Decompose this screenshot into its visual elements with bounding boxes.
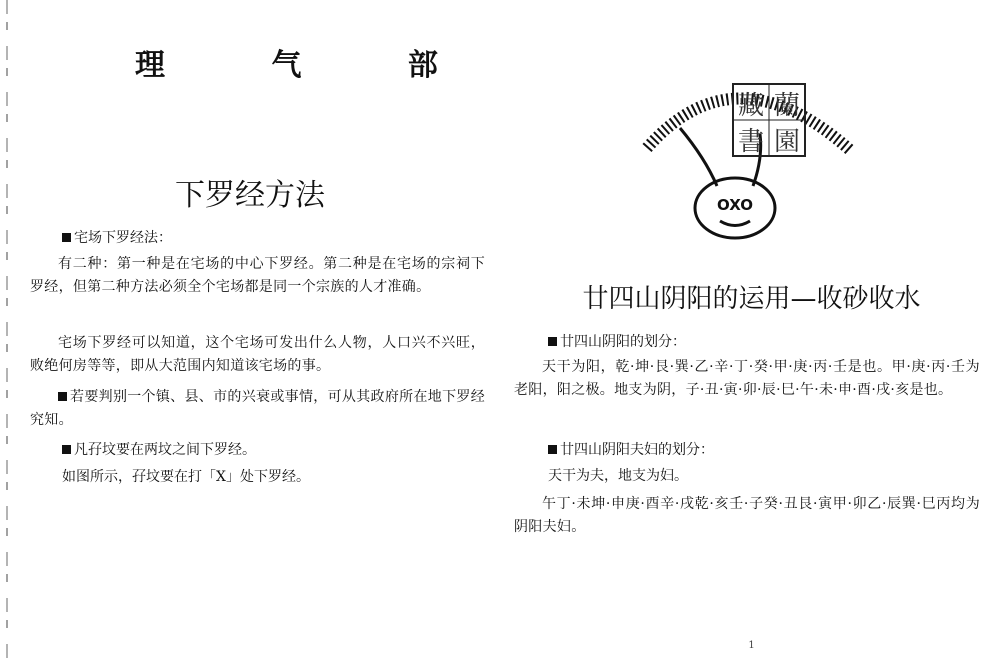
page-number: 1 [748,640,755,651]
face-text: OXO [717,196,753,214]
paragraph-husband-wife-def: 天干为夫，地支为妇。 [548,468,688,484]
paragraph-two-methods: 有二种：第一种是在宅场的中心下罗经。第二种是在宅场的宗祠下罗经，但第二种方法必须全个宅场都是同一个宗族的人才准确。 [30,256,485,295]
binding-edge [6,0,8,660]
chapter-title: 廿四山阴阳的运用—收砂收水 [582,284,921,314]
square-bullet-icon [548,337,557,346]
heading-husband-wife [548,440,714,460]
stamp-char: 書 [737,127,765,157]
square-bullet-icon [548,445,557,454]
paragraph-what-compass-reveals: 宅场下罗经可以知道，这个宅场可发出什么人物，人口兴不兴旺，败绝何房等等，即从大范围内知道该宅场的事。 [30,335,485,374]
paragraph-town-county [30,386,485,432]
library-seal-emblem [635,58,860,248]
square-bullet-icon [62,233,71,242]
paragraph-figure-note: 如图所示，孖坟要在打「X」处下罗经。 [62,469,310,485]
heading-yin-yang-division [548,332,686,352]
chapter-title: 下罗经方法 [175,178,325,213]
stamp-char: 園 [773,127,801,157]
section-title: 理 气 部 [135,48,486,83]
heading-house-compass [62,228,172,248]
stamp-char: 藏 [737,91,765,121]
heading-text: 廿四山阴阳的划分： [560,334,686,350]
paragraph-pairs: 午丁·未坤·申庚·酉辛·戌乾·亥壬·子癸·丑艮·寅甲·卯乙·辰巽·巳丙均为阴阳夫妇。 [514,496,980,535]
heading-text: 廿四山阴阳夫妇的划分： [560,442,714,458]
seal-stamp-icon [733,84,805,157]
heading-text: 凡孖坟要在两坟之间下罗经。 [74,442,256,458]
square-bullet-icon [58,392,67,401]
paragraph-stems-branches: 天干为阳，乾·坤·艮·巽·乙·辛·丁·癸·甲·庚·丙·壬是也。甲·庚·丙·壬为老阳，阳之极。地支为阴，子·丑·寅·卯·辰·巳·午·未·申·酉·戌·亥是也。 [514,359,980,398]
right-page [500,0,1003,660]
heading-text: 宅场下罗经法： [74,230,172,246]
square-bullet-icon [62,445,71,454]
stamp-char: 蘭 [773,91,801,121]
left-page [0,0,500,660]
heading-twin-graves [62,440,256,460]
paragraph-text: 若要判别一个镇、县、市的兴衰或事情，可从其政府所在地下罗经究知。 [30,389,485,428]
